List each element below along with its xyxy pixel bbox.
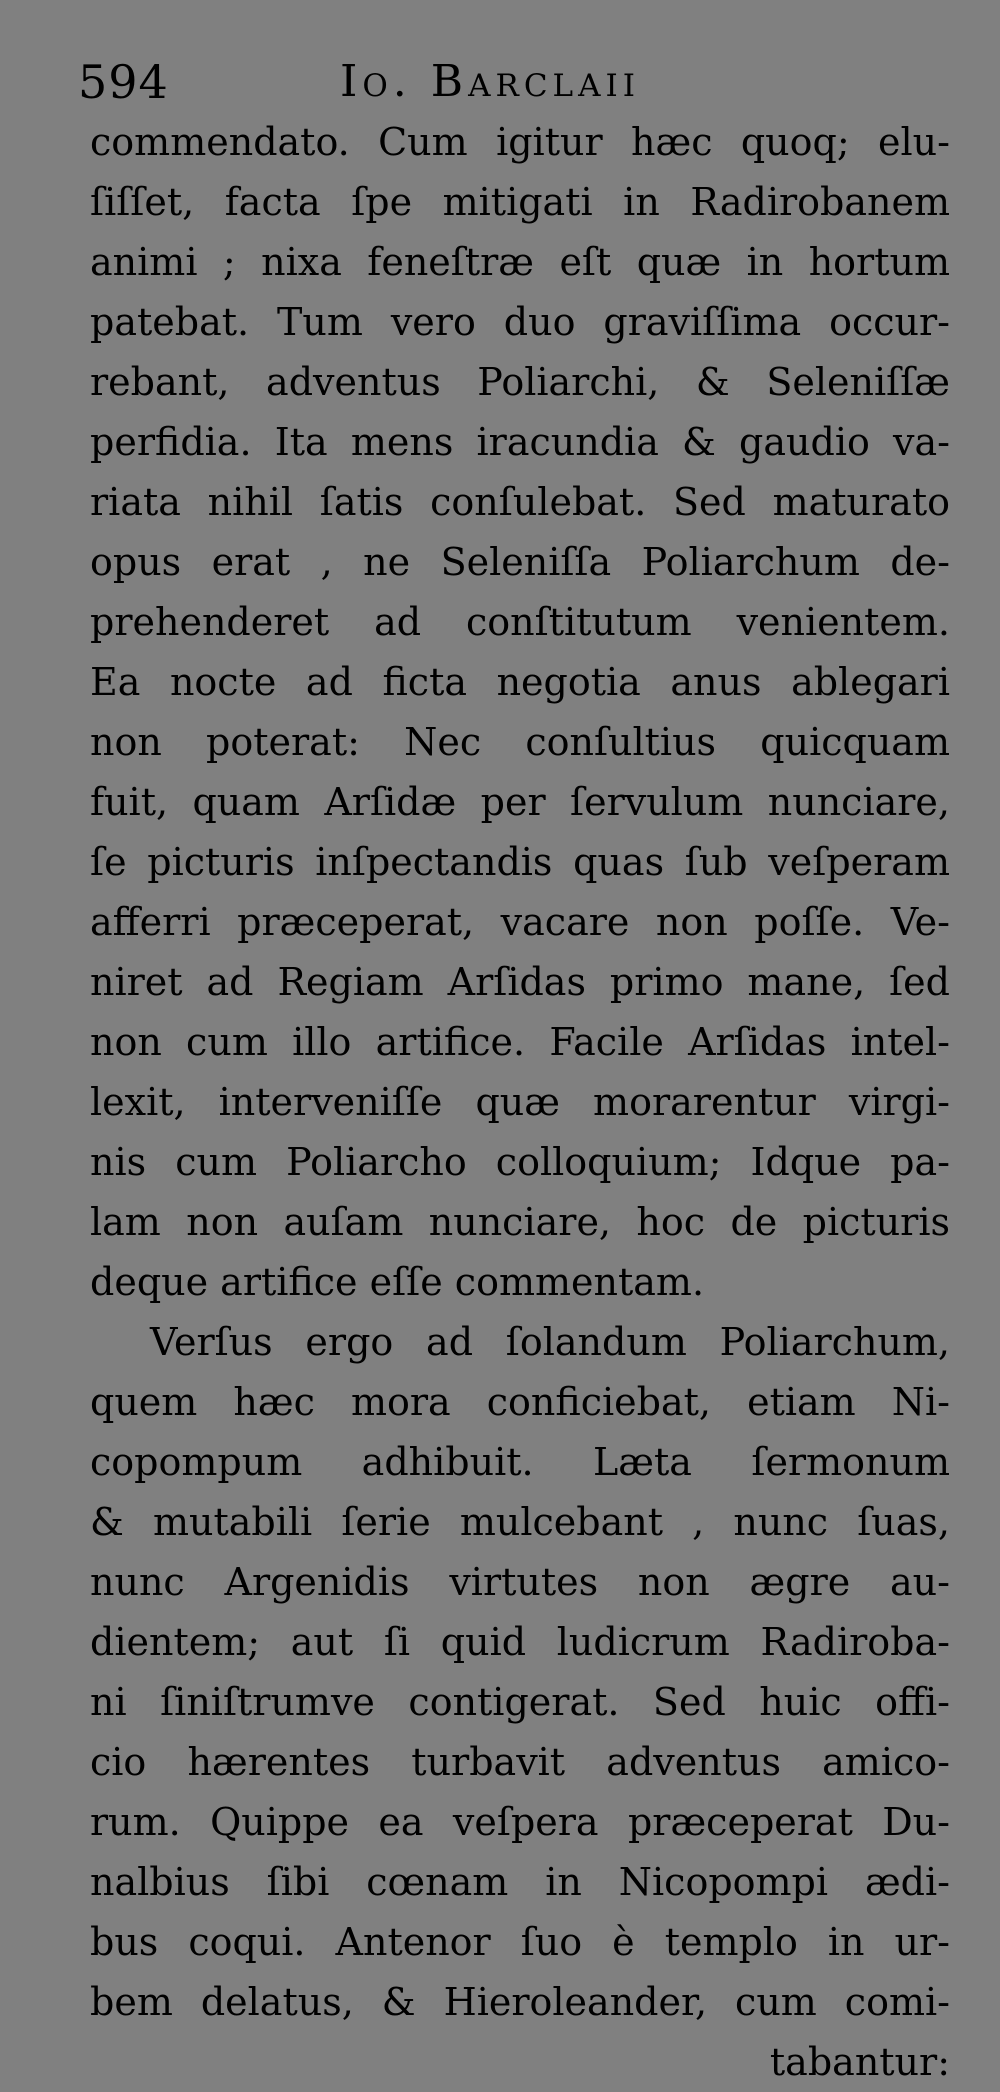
text-line: animi ; nixa feneſtræ eſt quæ in hortum (90, 240, 950, 284)
paragraph-end-line: deque artifice eſſe commentam. (90, 1260, 705, 1304)
text-line: ſe picturis inſpectandis quas ſub veſperam (90, 840, 950, 884)
text-line: & mutabili ſerie mulcebant , nunc ſuas, (90, 1500, 950, 1544)
body-text (90, 112, 950, 2092)
text-line: commendato. Cum igitur hæc quoq; elu- (90, 120, 950, 164)
text-line: afferri præceperat, vacare non poſſe. Ve- (90, 900, 950, 944)
text-line: lexit, interveniſſe quæ morarentur virgi- (90, 1080, 950, 1124)
text-line: niret ad Regiam Arſidas primo mane, ſed (90, 960, 950, 1004)
text-line: non cum illo artifice. Facile Arſidas intel- (90, 1020, 950, 1064)
text-line: fuit, quam Arſidæ per ſervulum nunciare, (90, 780, 950, 824)
text-line: perfidia. Ita mens iracundia & gaudio va- (90, 420, 950, 464)
text-line: bem delatus, & Hieroleander, cum comi- (90, 1980, 950, 2024)
text-line: patebat. Tum vero duo graviſſima occur- (90, 300, 950, 344)
text-line: quem hæc mora conficiebat, etiam Ni- (90, 1380, 950, 1424)
text-line: opus erat , ne Seleniſſa Poliarchum de- (90, 540, 950, 584)
text-line: cio hærentes turbavit adventus amico- (90, 1740, 950, 1784)
text-line: nis cum Poliarcho colloquium; Idque pa- (90, 1140, 950, 1184)
running-head (78, 52, 958, 112)
text-line: ni ſiniſtrumve contigerat. Sed huic offi- (90, 1680, 950, 1724)
text-line: non poterat: Nec conſultius quicquam (90, 720, 950, 764)
text-line: riata nihil ſatis conſulebat. Sed maturato (90, 480, 950, 524)
running-title: Io. Barclaii (340, 56, 641, 107)
text-line: rebant, adventus Poliarchi, & Seleniſſæ (90, 360, 950, 404)
text-line: nunc Argenidis virtutes non ægre au- (90, 1560, 950, 1604)
text-line: bus coqui. Antenor ſuo è templo in ur- (90, 1920, 950, 1964)
text-line: dientem; aut ſi quid ludicrum Radiroba- (90, 1620, 950, 1664)
text-line: rum. Quippe ea veſpera præceperat Du- (90, 1800, 950, 1844)
text-line: copompum adhibuit. Læta ſermonum (90, 1440, 950, 1484)
text-line: Ea nocte ad ficta negotia anus ablegari (90, 660, 950, 704)
text-line: prehenderet ad conſtitutum venientem. (90, 600, 950, 644)
text-line: lam non auſam nunciare, hoc de picturis (90, 1200, 950, 1244)
text-line: ſiſſet, facta ſpe mitigati in Radirobanem (90, 180, 950, 224)
catchword-line: tabantur: (769, 2040, 950, 2084)
page-number: 594 (78, 55, 169, 109)
text-line: nalbius ſibi cœnam in Nicopompi ædi- (90, 1860, 950, 1904)
paragraph-start-line: Verſus ergo ad ſolandum Poliarchum, (150, 1320, 950, 1364)
